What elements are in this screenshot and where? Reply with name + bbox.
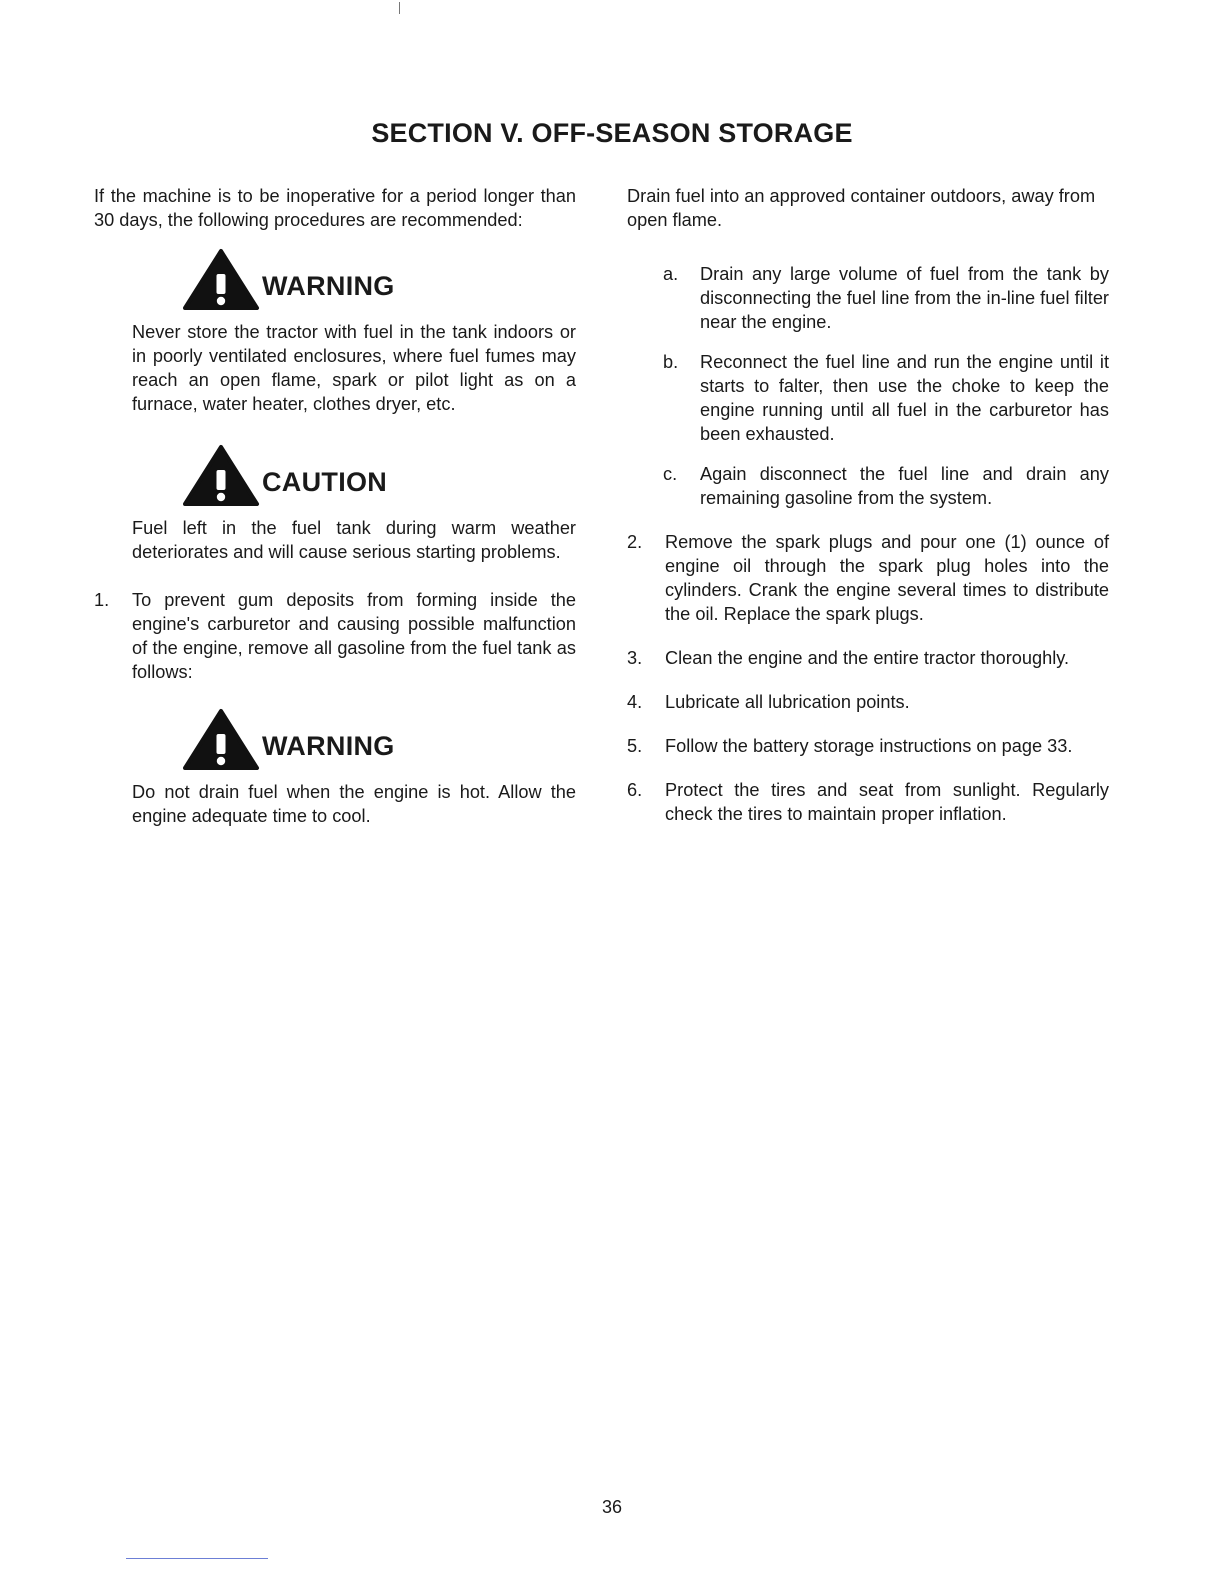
list-text: Clean the engine and the entire tractor thoroughly.	[665, 648, 1070, 668]
warning-text-1: Never store the tractor with fuel in the tank indoors or in poorly ventilated enclosures, where fuel fumes may reach an open flame, spark or pilot light as on a furnace, water heater, clothes dryer, etc.	[132, 322, 576, 414]
list-text: Remove the spark plugs and pour one (1) ounce of engine oil through the spark plug holes into the cylinders. Crank the engine several times to distribute the oil. Replace the spark plugs.	[665, 532, 1109, 624]
warning-header-1	[182, 244, 576, 310]
sub-text: Reconnect the fuel line and run the engine until it starts to falter, then use the choke to keep the engine running until all fuel in the carburetor has been exhausted.	[700, 352, 1109, 444]
warning-label: WARNING	[262, 271, 395, 301]
list-item-2	[627, 530, 1109, 626]
sub-letter: a.	[663, 264, 679, 284]
right-column	[627, 184, 1109, 846]
caution-label: CAUTION	[262, 467, 388, 497]
intro-paragraph: If the machine is to be inoperative for a period longer than 30 days, the following procedures are recommended:	[94, 186, 576, 230]
sub-text: Again disconnect the fuel line and drain any remaining gasoline from the system.	[700, 464, 1109, 508]
list-item-6	[627, 778, 1109, 826]
page-number: 36	[601, 1497, 623, 1517]
scan-mark	[399, 2, 400, 14]
page-title: SECTION V. OFF-SEASON STORAGE	[371, 118, 853, 148]
sub-text: Drain any large volume of fuel from the tank by disconnecting the fuel line from the in-line fuel filter near the engine.	[700, 264, 1109, 332]
list-item-1	[94, 588, 576, 684]
list-text: Protect the tires and seat from sunlight. Regularly check the tires to maintain proper inflation.	[665, 780, 1109, 824]
list-number: 3.	[627, 648, 643, 668]
caution-header	[182, 440, 576, 506]
sub-item-c	[663, 462, 1109, 510]
warning-triangle-icon	[182, 708, 260, 770]
sub-item-a	[663, 262, 1109, 334]
left-column	[94, 184, 576, 848]
sub-letter: b.	[663, 352, 679, 372]
list-text: Follow the battery storage instructions on page 33.	[665, 736, 1073, 756]
list-item-3	[627, 646, 1109, 670]
list-text: To prevent gum deposits from forming inside the engine's carburetor and causing possible malfunction of the engine, remove all gasoline from the fuel tank as follows:	[132, 590, 576, 682]
list-item-5	[627, 734, 1109, 758]
caution-triangle-icon	[182, 444, 260, 506]
list-number: 1.	[94, 590, 110, 610]
list-text: Lubricate all lubrication points.	[665, 692, 910, 712]
caution-text: Fuel left in the fuel tank during warm weather deteriorates and will cause serious starting problems.	[132, 518, 576, 562]
warning-text-2: Do not drain fuel when the engine is hot. Allow the engine adequate time to cool.	[132, 782, 576, 826]
warning-triangle-icon	[182, 248, 260, 310]
warning-label: WARNING	[262, 731, 395, 761]
warning-header-2	[182, 704, 576, 770]
list-number: 6.	[627, 780, 643, 800]
bottom-rule	[126, 1558, 268, 1559]
sub-letter: c.	[663, 464, 678, 484]
list-number: 2.	[627, 532, 643, 552]
list-number: 5.	[627, 736, 643, 756]
list-number: 4.	[627, 692, 643, 712]
drain-lead-paragraph: Drain fuel into an approved container outdoors, away from open flame.	[627, 186, 1096, 230]
list-item-4	[627, 690, 1109, 714]
sub-item-b	[663, 350, 1109, 446]
